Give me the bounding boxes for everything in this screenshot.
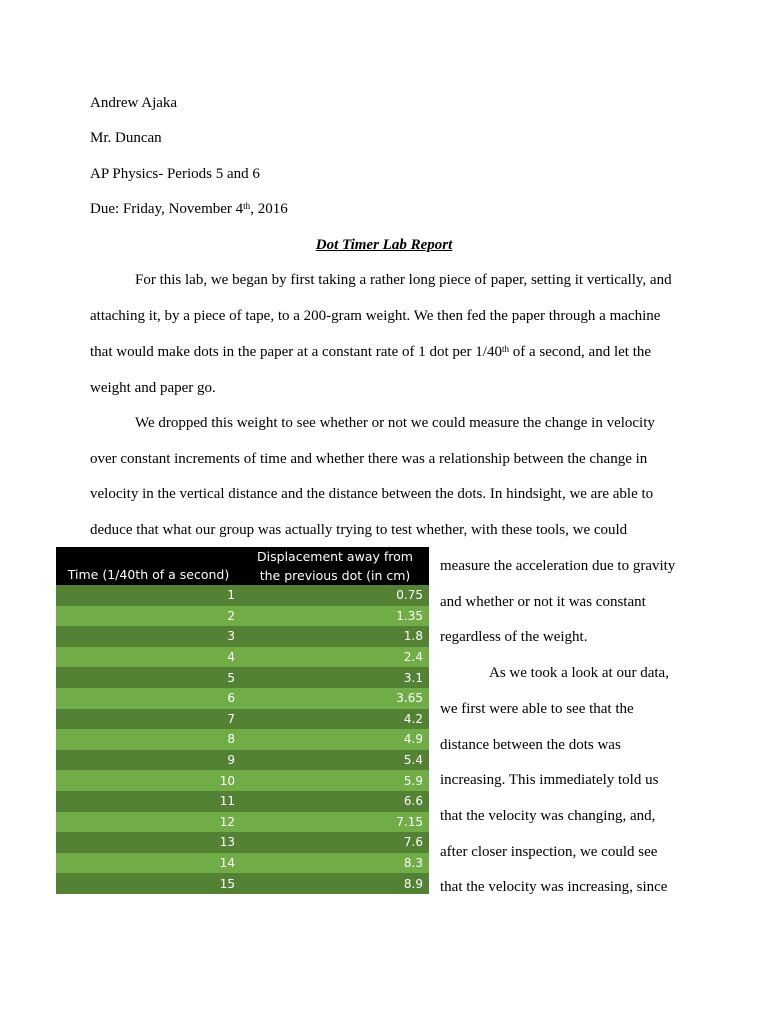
table-row (56, 791, 429, 812)
time-cell: 8 (56, 729, 241, 750)
paragraph-1-superscript: th (501, 344, 509, 354)
paragraph-3-line-4: increasing. This immediately told us (440, 772, 659, 788)
table-row (56, 709, 429, 730)
time-cell: 9 (56, 750, 241, 771)
paragraph-3-line-3: distance between the dots was (440, 737, 621, 753)
column-header-displacement-line-2: the previous dot (in cm) (259, 568, 411, 583)
displacement-cell: 3.1 (241, 667, 429, 688)
column-header-time: Time (1/40th of a second) (56, 547, 241, 585)
table-row (56, 606, 429, 627)
author-name: Andrew Ajaka (90, 95, 178, 111)
paragraph-1-line-3 (90, 343, 651, 361)
column-header-displacement (241, 547, 429, 585)
due-date-suffix: , 2016 (250, 201, 288, 217)
paragraph-2-line-5: measure the acceleration due to gravity (440, 558, 676, 574)
paragraph-3-line-5: that the velocity was changing, and, (440, 808, 656, 824)
time-cell: 2 (56, 606, 241, 627)
time-cell: 1 (56, 585, 241, 606)
report-title: Dot Timer Lab Report (315, 237, 453, 253)
paragraph-1-line-3b: of a second, and let the (508, 344, 652, 360)
displacement-cell: 6.6 (241, 791, 429, 812)
time-cell: 11 (56, 791, 241, 812)
table-row (56, 667, 429, 688)
displacement-cell: 7.15 (241, 812, 429, 833)
table-row (56, 750, 429, 771)
due-date (90, 200, 288, 218)
paragraph-1-line-1: For this lab, we began by first taking a rather long piece of paper, setting it vertically, and (135, 272, 672, 288)
displacement-cell: 1.35 (241, 606, 429, 627)
time-cell: 6 (56, 688, 241, 709)
paragraph-2-line-7: regardless of the weight. (440, 629, 588, 645)
paragraph-2-line-6: and whether or not it was constant (440, 594, 646, 610)
paragraph-2-line-3: velocity in the vertical distance and the distance between the dots. In hindsight, we are able to (90, 486, 654, 502)
paragraph-1-line-2: attaching it, by a piece of tape, to a 200-gram weight. We then fed the paper through a machine (90, 308, 661, 324)
table-row (56, 812, 429, 833)
column-header-displacement-line-1: Displacement away from (257, 549, 413, 564)
displacement-cell: 2.4 (241, 647, 429, 668)
displacement-cell: 5.4 (241, 750, 429, 771)
due-date-prefix: Due: Friday, November 4 (90, 201, 244, 217)
displacement-cell: 4.2 (241, 709, 429, 730)
table-row (56, 873, 429, 894)
displacement-cell: 7.6 (241, 832, 429, 853)
table-row (56, 770, 429, 791)
paragraph-2-line-1: We dropped this weight to see whether or not we could measure the change in velocity (135, 415, 655, 431)
time-cell: 5 (56, 667, 241, 688)
time-cell: 12 (56, 812, 241, 833)
course-name: AP Physics- Periods 5 and 6 (90, 166, 260, 182)
paragraph-3-line-1: As we took a look at our data, (489, 665, 669, 681)
table-row (56, 647, 429, 668)
time-cell: 13 (56, 832, 241, 853)
time-cell: 15 (56, 873, 241, 894)
time-cell: 4 (56, 647, 241, 668)
displacement-cell: 0.75 (241, 585, 429, 606)
table-row (56, 688, 429, 709)
displacement-cell: 5.9 (241, 770, 429, 791)
table-row (56, 853, 429, 874)
paragraph-3-line-7: that the velocity was increasing, since (440, 879, 668, 895)
paragraph-2-line-2: over constant increments of time and whether there was a relationship between the change in (90, 451, 648, 467)
paragraph-1-line-3a: that would make dots in the paper at a constant rate of 1 dot per 1/40 (90, 344, 502, 360)
due-date-superscript: th (243, 201, 251, 211)
paragraph-2-line-4: deduce that what our group was actually trying to test whether, with these tools, we could (90, 522, 628, 538)
displacement-cell: 1.8 (241, 626, 429, 647)
time-cell: 10 (56, 770, 241, 791)
table-row (56, 626, 429, 647)
displacement-cell: 3.65 (241, 688, 429, 709)
table-row (56, 832, 429, 853)
displacement-cell: 8.3 (241, 853, 429, 874)
paragraph-3-line-6: after closer inspection, we could see (440, 844, 658, 860)
table-body (56, 585, 429, 894)
paragraph-3-line-2: we first were able to see that the (440, 701, 634, 717)
time-cell: 7 (56, 709, 241, 730)
table-row (56, 585, 429, 606)
paragraph-1-line-4: weight and paper go. (90, 380, 216, 396)
displacement-cell: 8.9 (241, 873, 429, 894)
teacher-name: Mr. Duncan (90, 130, 162, 146)
displacement-table (56, 547, 429, 894)
table-header-row (56, 547, 429, 585)
table-row (56, 729, 429, 750)
time-cell: 14 (56, 853, 241, 874)
time-cell: 3 (56, 626, 241, 647)
displacement-cell: 4.9 (241, 729, 429, 750)
